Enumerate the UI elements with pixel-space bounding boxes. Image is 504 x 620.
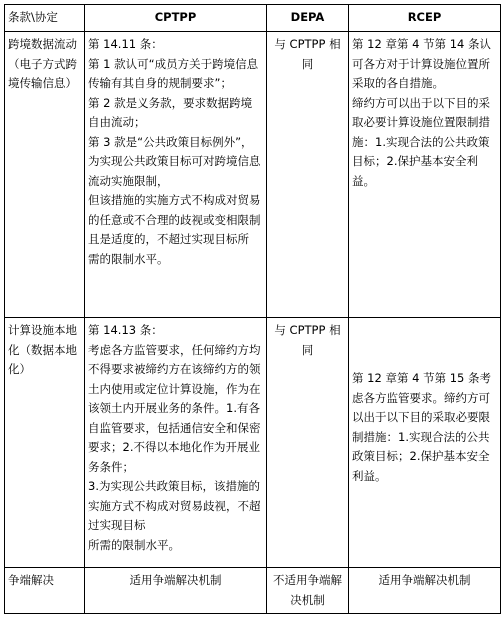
rcep-text-line: 第 12 章第 4 节第 14 条认可各方对于计算设施位置所采取的各自措施。 xyxy=(352,37,492,90)
header-row xyxy=(5,5,501,32)
header-cptpp: CPTPP xyxy=(85,5,267,32)
cptpp-text-line: 所需的限制水平。 xyxy=(88,537,180,552)
rcep-cross-border-data-flow xyxy=(349,32,501,318)
cptpp-text-line: 需的限制水平。 xyxy=(88,251,169,266)
rcep-computing-facility-localization xyxy=(349,318,501,568)
row-label-cross-border-data-flow: 跨境数据流动（电子方式跨境传输信息） xyxy=(5,32,85,318)
rcep-text-line: 第 12 章第 4 节第 15 条考虑各方监管要求。缔约方可以出于以下目的采取必要限制措施：1.实现合法的公共政策目标；2.保护基本安全利益。 xyxy=(352,371,492,483)
cptpp-cross-border-data-flow xyxy=(85,32,267,318)
row-cross-border-data-flow xyxy=(5,32,501,318)
cptpp-text-line: 第 2 款是义务款，要求数据跨境自由流动； xyxy=(88,95,253,129)
header-rcep: RCEP xyxy=(349,5,501,32)
row-label-computing-facility-localization: 计算设施本地化（数据本地化） xyxy=(5,318,85,568)
depa-computing-facility-localization: 与 CPTPP 相同 xyxy=(267,318,349,568)
row-dispute-settlement xyxy=(5,568,501,614)
cptpp-text-line: 但该措施的实施方式不构成对贸易的任意或不合理的歧视或变相限制且是适度的，不超过实现目标所 xyxy=(88,193,261,246)
cptpp-text-line: 考虑各方监管要求，任何缔约方均不得要求被缔约方在该缔约方的领土内使用或定位计算设施，作为在该领土内开展业务的条件。1.有各自监管要求，包括通信安全和保密要求；2.不得以本地化作为开展业务条件； xyxy=(88,342,261,474)
depa-dispute-settlement: 不适用争端解决机制 xyxy=(267,568,349,614)
cptpp-dispute-settlement: 适用争端解决机制 xyxy=(85,568,267,614)
cptpp-text-line: 第 3 款是“公共政策目标例外”，为实现公共政策目标可对跨境信息流动实施限制， xyxy=(88,134,261,188)
depa-cross-border-data-flow: 与 CPTPP 相同 xyxy=(267,32,349,318)
cptpp-text-line: 第 14.11 条： xyxy=(88,37,163,51)
cptpp-text-line: 第 14.13 条： xyxy=(88,323,163,337)
cptpp-text-line: 第 1 款认可“成员方关于跨境信息传输有其自身的规制要求”； xyxy=(88,56,259,90)
cptpp-computing-facility-localization xyxy=(85,318,267,568)
header-depa: DEPA xyxy=(267,5,349,32)
rcep-dispute-settlement: 适用争端解决机制 xyxy=(349,568,501,614)
row-computing-facility-localization xyxy=(5,318,501,568)
rcep-text-line: 缔约方可以出于以下目的采取必要计算设施位置限制措施：1.实现合法的公共政策目标；2.保护基本安全利益。 xyxy=(352,95,490,188)
row-label-dispute-settlement: 争端解决 xyxy=(5,568,85,614)
comparison-table xyxy=(4,4,501,614)
cptpp-text-line: 3.为实现公共政策目标，该措施的实施方式不构成对贸易歧视，不超过实现目标 xyxy=(88,479,261,532)
header-clause-agreement: 条款\协定 xyxy=(5,5,85,32)
